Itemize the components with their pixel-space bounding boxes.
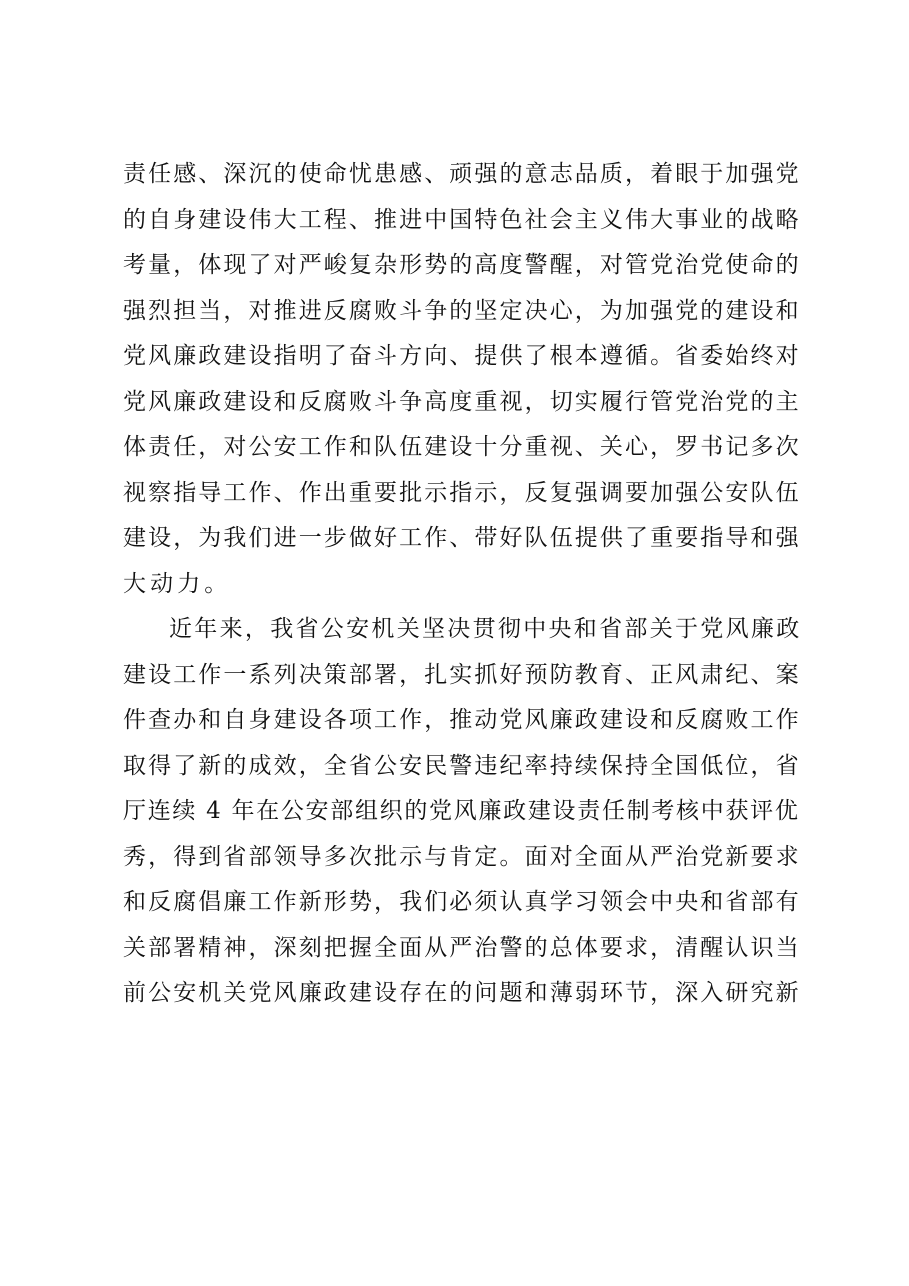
text-line: 的自身建设伟大工程、推进中国特色社会主义伟大事业的战略 <box>123 206 801 233</box>
text-line: 建设，为我们进一步做好工作、带好队伍提供了重要指导和强 <box>123 525 801 551</box>
text-line: 秀，得到省部领导多次批示与肯定。面对全面从严治党新要求 <box>123 843 801 870</box>
text-line: 考量，体现了对严峻复杂形势的高度警醒，对管党治党使命的 <box>123 252 801 278</box>
text-line: 体责任，对公安工作和队伍建设十分重视、关心，罗书记多次 <box>123 434 801 460</box>
text-line: 责任感、深沉的使命忧患感、顽强的意志品质，着眼于加强党 <box>123 161 801 187</box>
paragraph-1 <box>123 152 803 607</box>
text-line: 视察指导工作、作出重要批示指示，反复强调要加强公安队伍 <box>123 479 801 506</box>
text-line: 关部署精神，深刻把握全面从严治警的总体要求，清醒认识当 <box>123 934 801 961</box>
text-line: 党风廉政建设指明了奋斗方向、提供了根本遵循。省委始终对 <box>123 343 801 369</box>
text-line: 党风廉政建设和反腐败斗争高度重视，切实履行管党治党的主 <box>123 388 801 415</box>
text-line: 件查办和自身建设各项工作，推动党风廉政建设和反腐败工作 <box>123 707 801 733</box>
text-line: 厅连续 4 年在公安部组织的党风廉政建设责任制考核中获评优 <box>123 798 800 824</box>
text-line: 前公安机关党风廉政建设存在的问题和薄弱环节，深入研究新 <box>123 980 801 1006</box>
text-line: 大动力。 <box>123 570 232 597</box>
text-line-indented: 近年来，我省公安机关坚决贯彻中央和省部关于党风廉政 <box>169 616 802 642</box>
text-line: 建设工作一系列决策部署，扎实抓好预防教育、正风肃纪、案 <box>123 661 801 688</box>
text-line: 强烈担当，对推进反腐败斗争的坚定决心，为加强党的建设和 <box>123 297 801 324</box>
paragraph-2 <box>123 607 803 1017</box>
text-line: 取得了新的成效，全省公安民警违纪率持续保持全国低位，省 <box>123 752 801 779</box>
document-body <box>123 152 803 1017</box>
text-line: 和反腐倡廉工作新形势，我们必须认真学习领会中央和省部有 <box>123 889 801 915</box>
